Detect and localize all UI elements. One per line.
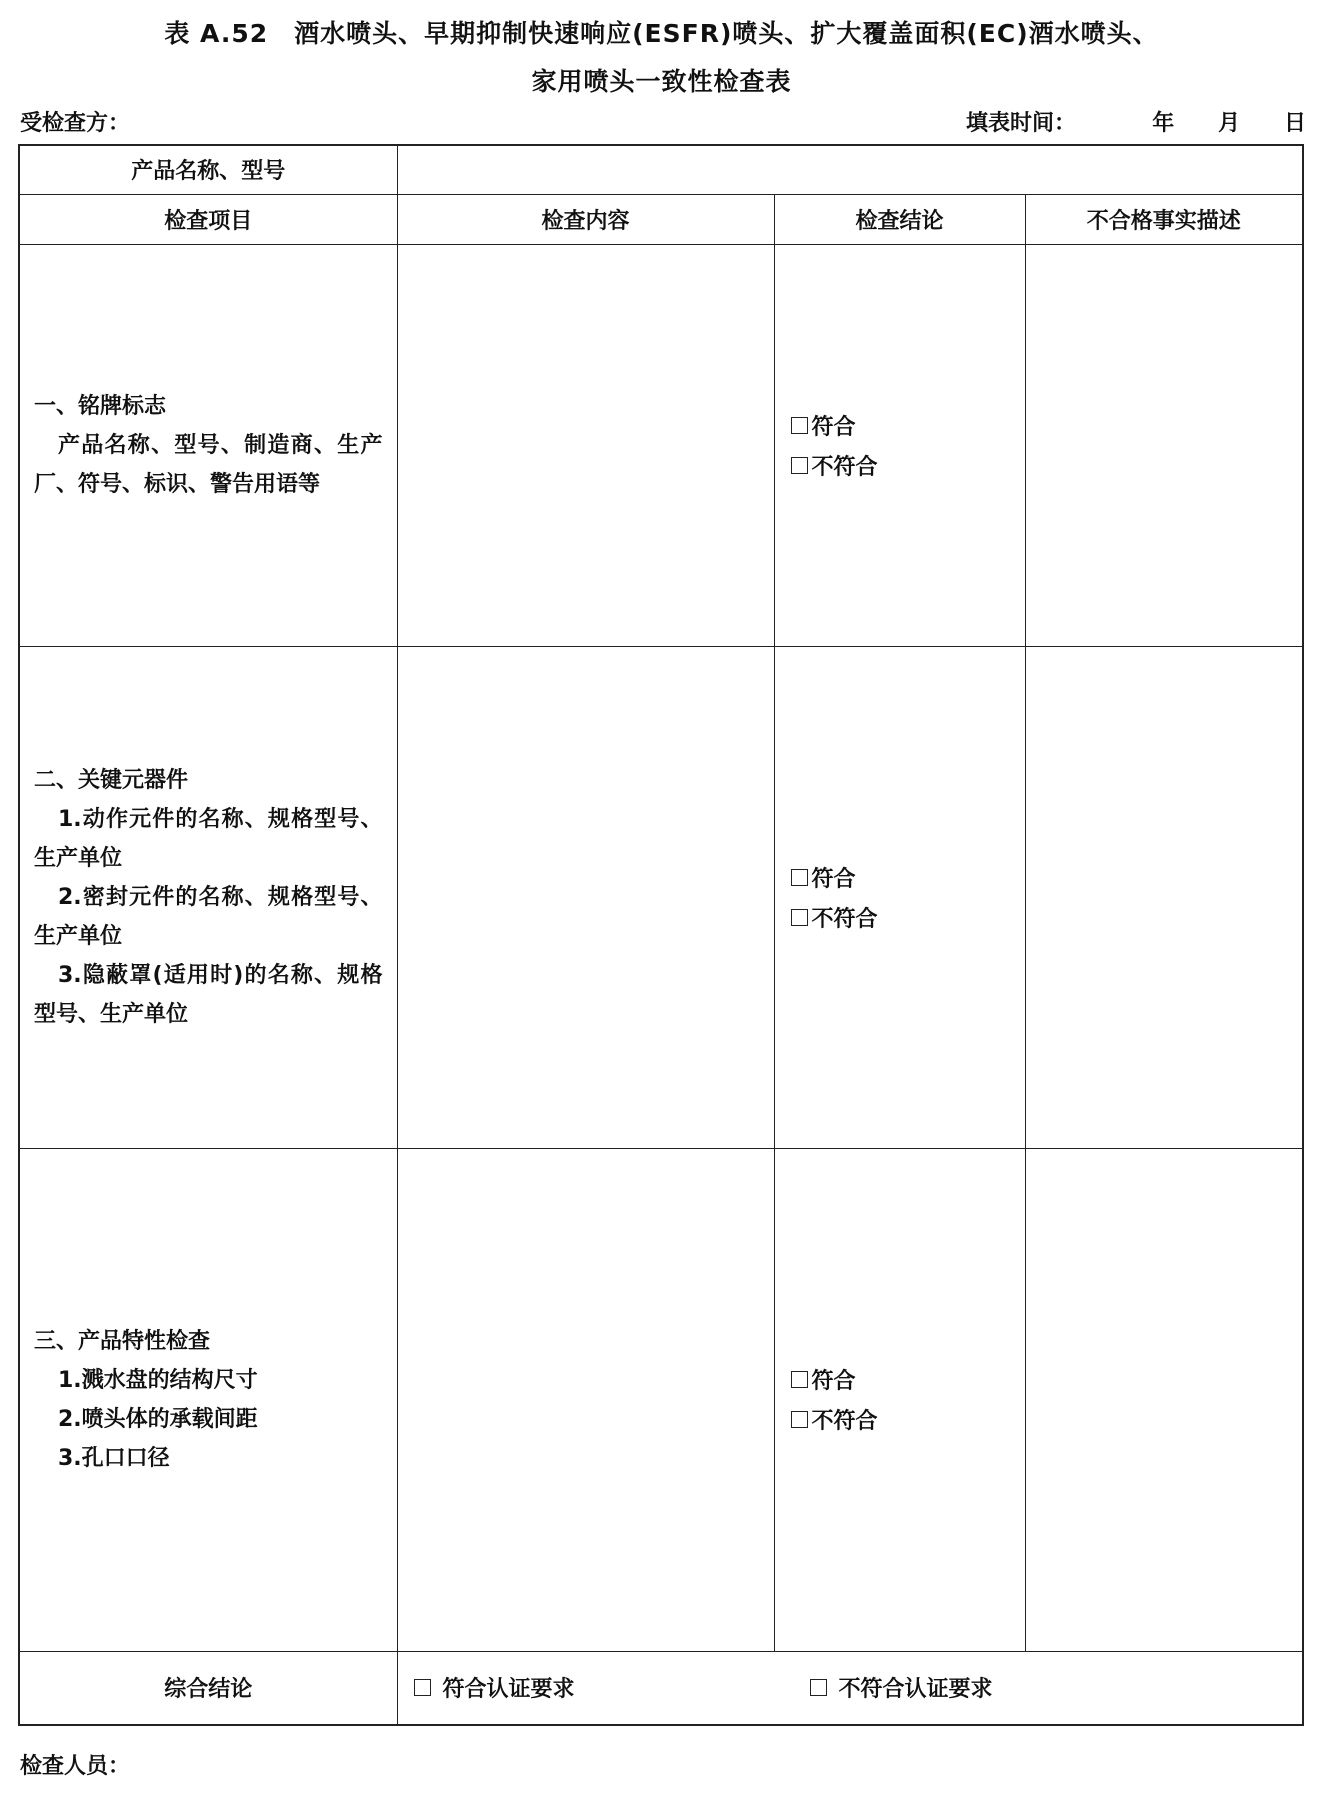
overall-nonconform-label: 不符合认证要求 [838,1677,993,1703]
overall-conform-label: 符合认证要求 [442,1677,575,1703]
nonconformity-cell[interactable] [1025,244,1303,646]
checkbox-icon[interactable] [791,417,808,434]
checkbox-icon[interactable] [791,909,808,926]
conform-option[interactable] [791,405,1025,445]
table-title-line2: 家用喷头一致性检查表 [531,67,792,96]
header-row [19,194,1303,244]
header-content: 检查内容 [397,194,774,244]
nonconform-option[interactable] [791,897,1025,937]
item-line: 1.溅水盘的结构尺寸 [58,1367,258,1393]
checkbox-icon[interactable] [791,1371,808,1388]
item-line: 3.孔口口径 [58,1445,170,1471]
checkbox-icon[interactable] [810,1679,827,1696]
conform-label: 符合 [811,414,856,440]
item-line: 2.密封元件的名称、规格型号、生产单位 [34,884,383,949]
fill-time-label: 填表时间： [966,111,1077,136]
overall-conclusion-options [397,1651,1303,1725]
item-line: 2.喷头体的承载间距 [58,1406,258,1432]
conform-label: 符合 [811,1369,856,1394]
product-name-value[interactable] [397,145,1303,194]
item-line: 3.隐蔽罩(适用时)的名称、规格型号、生产单位 [34,962,383,1027]
checkbox-icon[interactable] [791,869,808,886]
conclusion-cell [774,1148,1025,1651]
nonconform-label: 不符合 [811,1409,878,1434]
item-line: 产品名称、型号、制造商、生产厂、符号、标识、警告用语等 [34,432,383,497]
product-name-label: 产品名称、型号 [19,145,397,194]
item-heading: 二、关键元器件 [34,767,189,793]
checkbox-icon[interactable] [414,1679,431,1696]
overall-conclusion-label: 综合结论 [19,1651,397,1725]
item-nameplate [19,244,397,646]
checkbox-icon[interactable] [791,457,808,474]
content-cell[interactable] [397,244,774,646]
conform-label: 符合 [811,866,856,892]
checkbox-icon[interactable] [791,1411,808,1428]
conclusion-cell [774,646,1025,1148]
header-item: 检查项目 [19,194,397,244]
table-row [19,244,1303,646]
item-heading: 一、铭牌标志 [34,393,167,419]
item-line: 1.动作元件的名称、规格型号、生产单位 [34,806,383,871]
item-key-components [19,646,397,1148]
nonconform-label: 不符合 [811,454,878,480]
table-row [19,1148,1303,1651]
nonconformity-cell[interactable] [1025,1148,1303,1651]
content-cell[interactable] [397,1148,774,1651]
year-label: 年 [1152,111,1175,136]
day-label: 日 [1283,111,1306,136]
inspected-party-label: 受检查方： [20,111,131,136]
overall-conclusion-row [19,1651,1303,1725]
table-row [19,646,1303,1148]
table-title-line1: 表 A.52 酒水喷头、早期抑制快速响应(ESFR)喷头、扩大覆盖面积(EC)酒水喷头、 [164,19,1159,48]
nonconform-label: 不符合 [811,906,878,932]
header-conclusion: 检查结论 [774,194,1025,244]
overall-conform-option[interactable] [414,1672,810,1703]
fill-time [966,106,1306,137]
conform-option[interactable] [791,857,1025,897]
inspection-table [18,144,1304,1726]
inspector-label: 检查人员： [20,1754,131,1779]
overall-nonconform-option[interactable] [810,1672,993,1703]
header-nonconformity: 不合格事实描述 [1025,194,1303,244]
item-product-characteristics [19,1148,397,1651]
nonconform-option[interactable] [791,1400,1025,1440]
nonconform-option[interactable] [791,445,1025,485]
product-name-row [19,145,1303,194]
conclusion-cell [774,244,1025,646]
content-cell[interactable] [397,646,774,1148]
nonconformity-cell[interactable] [1025,646,1303,1148]
item-heading: 三、产品特性检查 [34,1328,211,1354]
conform-option[interactable] [791,1360,1025,1400]
month-label: 月 [1218,111,1241,136]
